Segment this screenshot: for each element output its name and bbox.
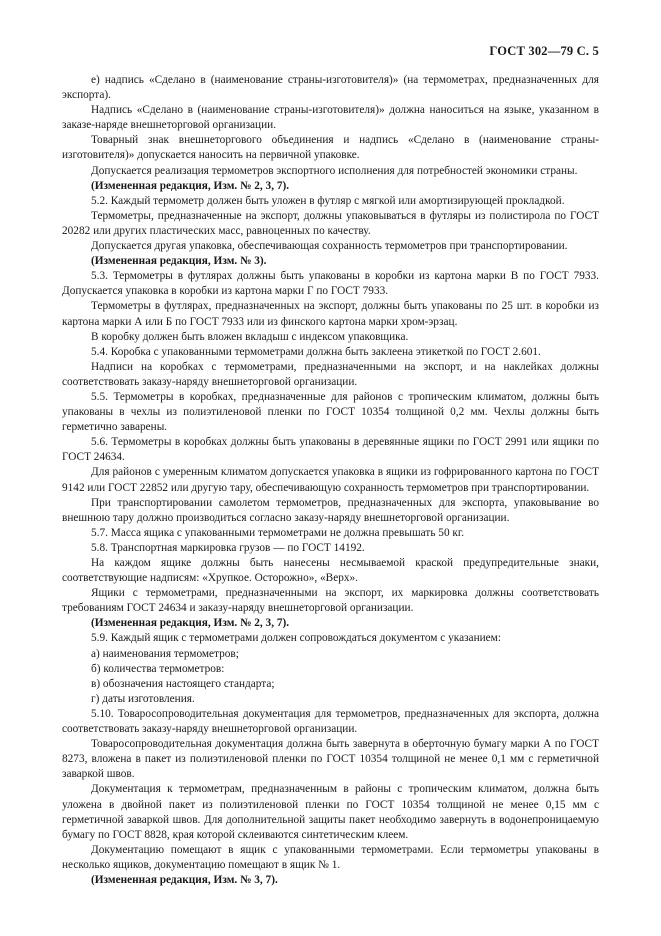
page-header: ГОСТ 302—79 С. 5 <box>489 44 599 58</box>
paragraph: На каждом ящике должны быть нанесены несмываемой краской предупредительные знаки, соответствующие надписям: «Хрупкое. Осторожно», «Верх». <box>62 557 599 585</box>
paragraph: 5.5. Термометры в коробках, предназначенные для районов с тропическим климатом, должны быть упакованы в чехлы из полиэтиленовой пленки по ГОСТ 10354 толщиной 0,2 мм. Чехлы должны быть герметично заварены. <box>62 390 599 434</box>
paragraph: При транспортировании самолетом термометров, предназначенных для экспорта, упаковывание во внешнюю тару должно производиться согласно заказу-наряду внешнеторговой организации. <box>62 496 599 524</box>
paragraph: Допускается реализация термометров экспортного исполнения для потребностей экономики страны. <box>91 164 578 177</box>
paragraph: Надпись «Сделано в (наименование страны-изготовителя)» должна наноситься на языке, указанном в заказе-наряде внешнеторговой организации. <box>62 104 599 132</box>
paragraph: Документацию помещают в ящик с упакованными термометрами. Если термометры упакованы в несколько ящиков, документацию помещают в ящик № 1. <box>62 843 599 871</box>
revision-note: (Измененная редакция, Изм. № 3, 7). <box>91 873 278 886</box>
revision-note: (Измененная редакция, Изм. № 3). <box>91 255 267 268</box>
revision-note: (Измененная редакция, Изм. № 2, 3, 7). <box>91 179 290 192</box>
paragraph: 5.8. Транспортная маркировка грузов — по ГОСТ 14192. <box>91 541 365 554</box>
paragraph: 5.7. Масса ящика с упакованными термометрами не должна превышать 50 кг. <box>91 526 465 539</box>
paragraph: Для районов с умеренным климатом допускается упаковка в ящики из гофрированного картона по ГОСТ 9142 или ГОСТ 22852 или другую тару, обеспечивающую сохранность термометров при транспортировании. <box>62 466 599 494</box>
paragraph: Термометры в футлярах, предназначенных на экспорт, должны быть упакованы по 25 шт. в коробки из картона марки А или Б по ГОСТ 7933 или из финского картона марки хром-эрзац. <box>62 300 599 328</box>
paragraph: 5.4. Коробка с упакованными термометрами должна быть заклеена этикеткой по ГОСТ 2.601. <box>91 345 541 358</box>
list-item: в) обозначения настоящего стандарта; <box>91 677 275 690</box>
paragraph: В коробку должен быть вложен вкладыш с индексом упаковщика. <box>91 330 409 343</box>
list-item: г) даты изготовления. <box>91 692 195 705</box>
paragraph: 5.10. Товаросопроводительная документация для термометров, предназначенных для экспорта, должна соответствовать заказу-наряду внешнеторговой организации. <box>62 707 599 736</box>
paragraph: Ящики с термометрами, предназначенными на экспорт, их маркировка должны соответствовать требованиям ГОСТ 24634 и заказу-наряду внешнеторговой организации. <box>62 587 599 615</box>
paragraph: Товарный знак внешнеторгового объединения и надпись «Сделано в (наименование страны-изготовителя)» допускается наносить на первичной упаковке. <box>62 134 599 162</box>
paragraph: е) надпись «Сделано в (наименование страны-изготовителя)» (на термометрах, предназначенных для экспорта). <box>62 74 599 102</box>
paragraph: 5.9. Каждый ящик с термометрами должен сопровождаться документом с указанием: <box>91 632 501 645</box>
paragraph: 5.6. Термометры в коробках должны быть упакованы в деревянные ящики по ГОСТ 2991 или ящики по ГОСТ 24634. <box>62 436 599 464</box>
revision-note: (Измененная редакция, Изм. № 2, 3, 7). <box>91 617 290 630</box>
list-item: б) количества термометров: <box>91 662 225 675</box>
paragraph: 5.3. Термометры в футлярах должны быть упакованы в коробки из картона марки В по ГОСТ 7933. Допускается упаковка в коробки из картона марки Г по ГОСТ 7933. <box>62 270 599 298</box>
list-item: а) наименования термометров; <box>91 647 239 660</box>
paragraph: 5.2. Каждый термометр должен быть уложен в футляр с мягкой или амортизирующей прокладкой. <box>91 194 565 207</box>
paragraph: Товаросопроводительная документация должна быть завернута в оберточную бумагу марки А по ГОСТ 8273, вложена в пакет из полиэтиленовой пленки по ГОСТ 10354 толщиной не менее 0,1 мм с герметичной заваркой швов. <box>62 738 599 781</box>
paragraph: Документация к термометрам, предназначенным в районы с тропическим климатом, должна быть уложена в двойной пакет из полиэтиленовой пленки по ГОСТ 10354 толщиной не менее 0,15 мм с герметичной заваркой швов. Для дополнительной защиты пакет необходимо завернуть в водонепроницаемую бумагу по ГОСТ 8828, края которой склеиваются синтетическим клеем. <box>62 783 599 841</box>
document-body <box>62 73 599 888</box>
paragraph: Допускается другая упаковка, обеспечивающая сохранность термометров при транспортировании. <box>91 240 568 253</box>
paragraph: Надписи на коробках с термометрами, предназначенными на экспорт, и на наклейках должны соответствовать заказу-наряду внешнеторговой организации. <box>62 360 599 388</box>
paragraph: Термометры, предназначенные на экспорт, должны упаковываться в футляры из полистирола по ГОСТ 20282 или других пластических масс, равноценных по качеству. <box>62 209 599 237</box>
